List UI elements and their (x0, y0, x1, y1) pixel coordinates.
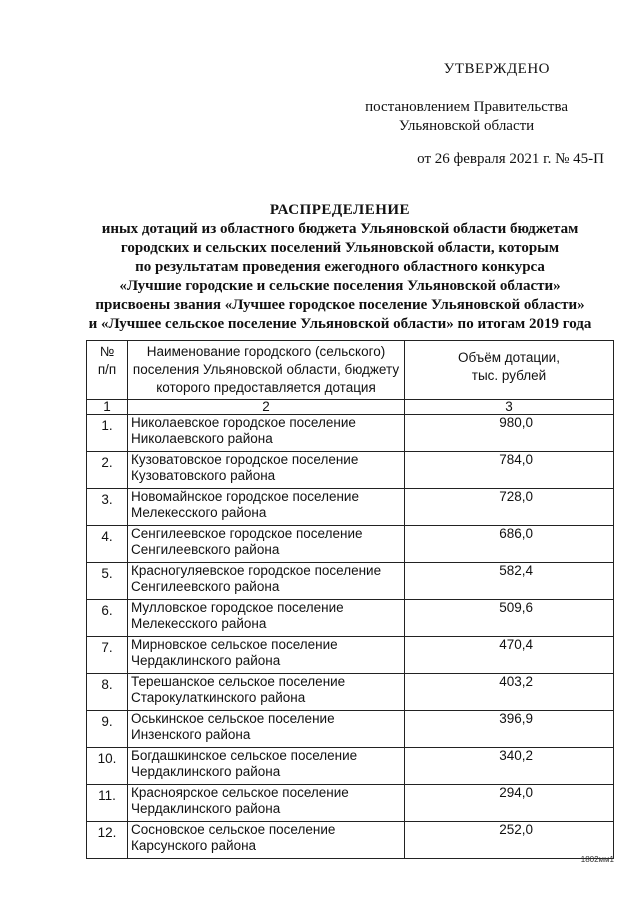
settlement-name: Мулловское городское поселение (131, 600, 344, 615)
district-name: Мелекесского района (131, 616, 267, 631)
header-name-line-3: которого предоставляется дотация (156, 380, 376, 395)
settlement-name: Кузоватовское городское поселение (131, 452, 359, 467)
approval-title: УТВЕРЖДЕНО (443, 61, 550, 77)
table-row (87, 452, 614, 489)
table-row (87, 674, 614, 711)
header-number (87, 341, 128, 400)
district-name: Кузоватовского района (131, 468, 276, 483)
row-number: 10. (87, 748, 128, 785)
row-settlement-name (128, 711, 405, 748)
table-row (87, 526, 614, 563)
row-amount: 582,4 (405, 563, 614, 600)
row-amount: 728,0 (405, 489, 614, 526)
table-row (87, 637, 614, 674)
settlement-name: Сосновское сельское поселение (131, 822, 336, 837)
table-row (87, 489, 614, 526)
row-number: 4. (87, 526, 128, 563)
table-row (87, 563, 614, 600)
row-settlement-name (128, 637, 405, 674)
footer-code: 1802мм1 (580, 855, 614, 864)
row-number: 12. (87, 822, 128, 859)
row-amount: 403,2 (405, 674, 614, 711)
row-number: 1. (87, 415, 128, 452)
row-number: 11. (87, 785, 128, 822)
row-settlement-name (128, 452, 405, 489)
heading-line-6: и «Лучшее сельское поселение Ульяновской области» по итогам 2019 года (88, 316, 592, 332)
district-name: Чердаклинского района (131, 653, 281, 668)
row-settlement-name (128, 415, 405, 452)
settlement-name: Красноярское сельское поселение (131, 785, 349, 800)
row-settlement-name (128, 822, 405, 859)
settlement-name: Оськинское сельское поселение (131, 711, 335, 726)
table-row (87, 822, 614, 859)
approval-body-line-2: Ульяновской области (398, 118, 535, 134)
heading-line-4: «Лучшие городские и сельские поселения Ульяновской области» (119, 278, 561, 294)
heading-line-3: по результатам проведения ежегодного областного конкурса (135, 259, 545, 275)
header-name (128, 341, 405, 400)
row-number: 7. (87, 637, 128, 674)
settlement-name: Терешанское сельское поселение (131, 674, 346, 689)
heading-line-2: городских и сельских поселений Ульяновской области, которым (120, 240, 560, 256)
row-settlement-name (128, 748, 405, 785)
table-row (87, 785, 614, 822)
approval-block-title (444, 60, 550, 79)
table-header-row (87, 341, 614, 400)
table-row (87, 711, 614, 748)
document-title: РАСПРЕДЕЛЕНИЕ (269, 202, 411, 218)
settlement-name: Богдашкинское сельское поселение (131, 748, 358, 763)
row-number: 3. (87, 489, 128, 526)
approval-block-body (365, 98, 568, 136)
district-name: Николаевского района (131, 431, 273, 446)
heading-line-5: присвоены звания «Лучшее городское поселение Ульяновской области» (95, 297, 585, 313)
settlement-name: Сенгилеевское городское поселение (131, 526, 363, 541)
settlement-name: Новомайнское городское поселение (131, 489, 359, 504)
row-settlement-name (128, 489, 405, 526)
table-row (87, 748, 614, 785)
settlement-name: Мирновское сельское поселение (131, 637, 338, 652)
district-name: Мелекесского района (131, 505, 267, 520)
district-name: Сенгилеевского района (131, 579, 280, 594)
index-cell-1: 1 (87, 400, 128, 415)
header-name-line-2: поселения Ульяновской области, бюджету (132, 362, 400, 377)
row-amount: 784,0 (405, 452, 614, 489)
index-cell-3: 3 (405, 400, 614, 415)
row-settlement-name (128, 785, 405, 822)
row-amount: 470,4 (405, 637, 614, 674)
table-index-row (87, 400, 614, 415)
district-name: Старокулаткинского района (131, 690, 306, 705)
row-amount: 340,2 (405, 748, 614, 785)
document-heading (60, 201, 620, 334)
row-amount: 980,0 (405, 415, 614, 452)
table-row (87, 600, 614, 637)
row-amount: 252,0 (405, 822, 614, 859)
header-name-line-1: Наименование городского (сельского) (146, 344, 386, 359)
row-amount: 396,9 (405, 711, 614, 748)
row-number: 8. (87, 674, 128, 711)
district-name: Карсунского района (131, 838, 257, 853)
index-cell-2: 2 (128, 400, 405, 415)
header-amount-line-2: тыс. рублей (471, 368, 547, 383)
row-settlement-name (128, 526, 405, 563)
settlement-name: Красногуляевское городское поселение (131, 563, 382, 578)
row-amount: 294,0 (405, 785, 614, 822)
row-amount: 509,6 (405, 600, 614, 637)
settlement-name: Николаевское городское поселение (131, 415, 356, 430)
row-number: 6. (87, 600, 128, 637)
district-name: Чердаклинского района (131, 764, 281, 779)
table-row (87, 415, 614, 452)
distribution-table (86, 340, 614, 859)
approval-date: от 26 февраля 2021 г. № 45-П (417, 151, 604, 167)
header-number-line-1: № (99, 344, 115, 359)
approval-block-date (417, 150, 604, 169)
row-settlement-name (128, 600, 405, 637)
row-settlement-name (128, 674, 405, 711)
row-amount: 686,0 (405, 526, 614, 563)
district-name: Чердаклинского района (131, 801, 281, 816)
heading-line-1: иных дотаций из областного бюджета Ульяновской области бюджетам (101, 221, 579, 237)
district-name: Инзенского района (131, 727, 251, 742)
header-amount-line-1: Объём дотации, (458, 350, 560, 365)
approval-body-line-1: постановлением Правительства (365, 99, 568, 115)
row-number: 9. (87, 711, 128, 748)
district-name: Сенгилеевского района (131, 542, 280, 557)
row-settlement-name (128, 563, 405, 600)
row-number: 5. (87, 563, 128, 600)
header-amount (405, 341, 614, 400)
row-number: 2. (87, 452, 128, 489)
header-number-line-2: п/п (97, 362, 117, 377)
